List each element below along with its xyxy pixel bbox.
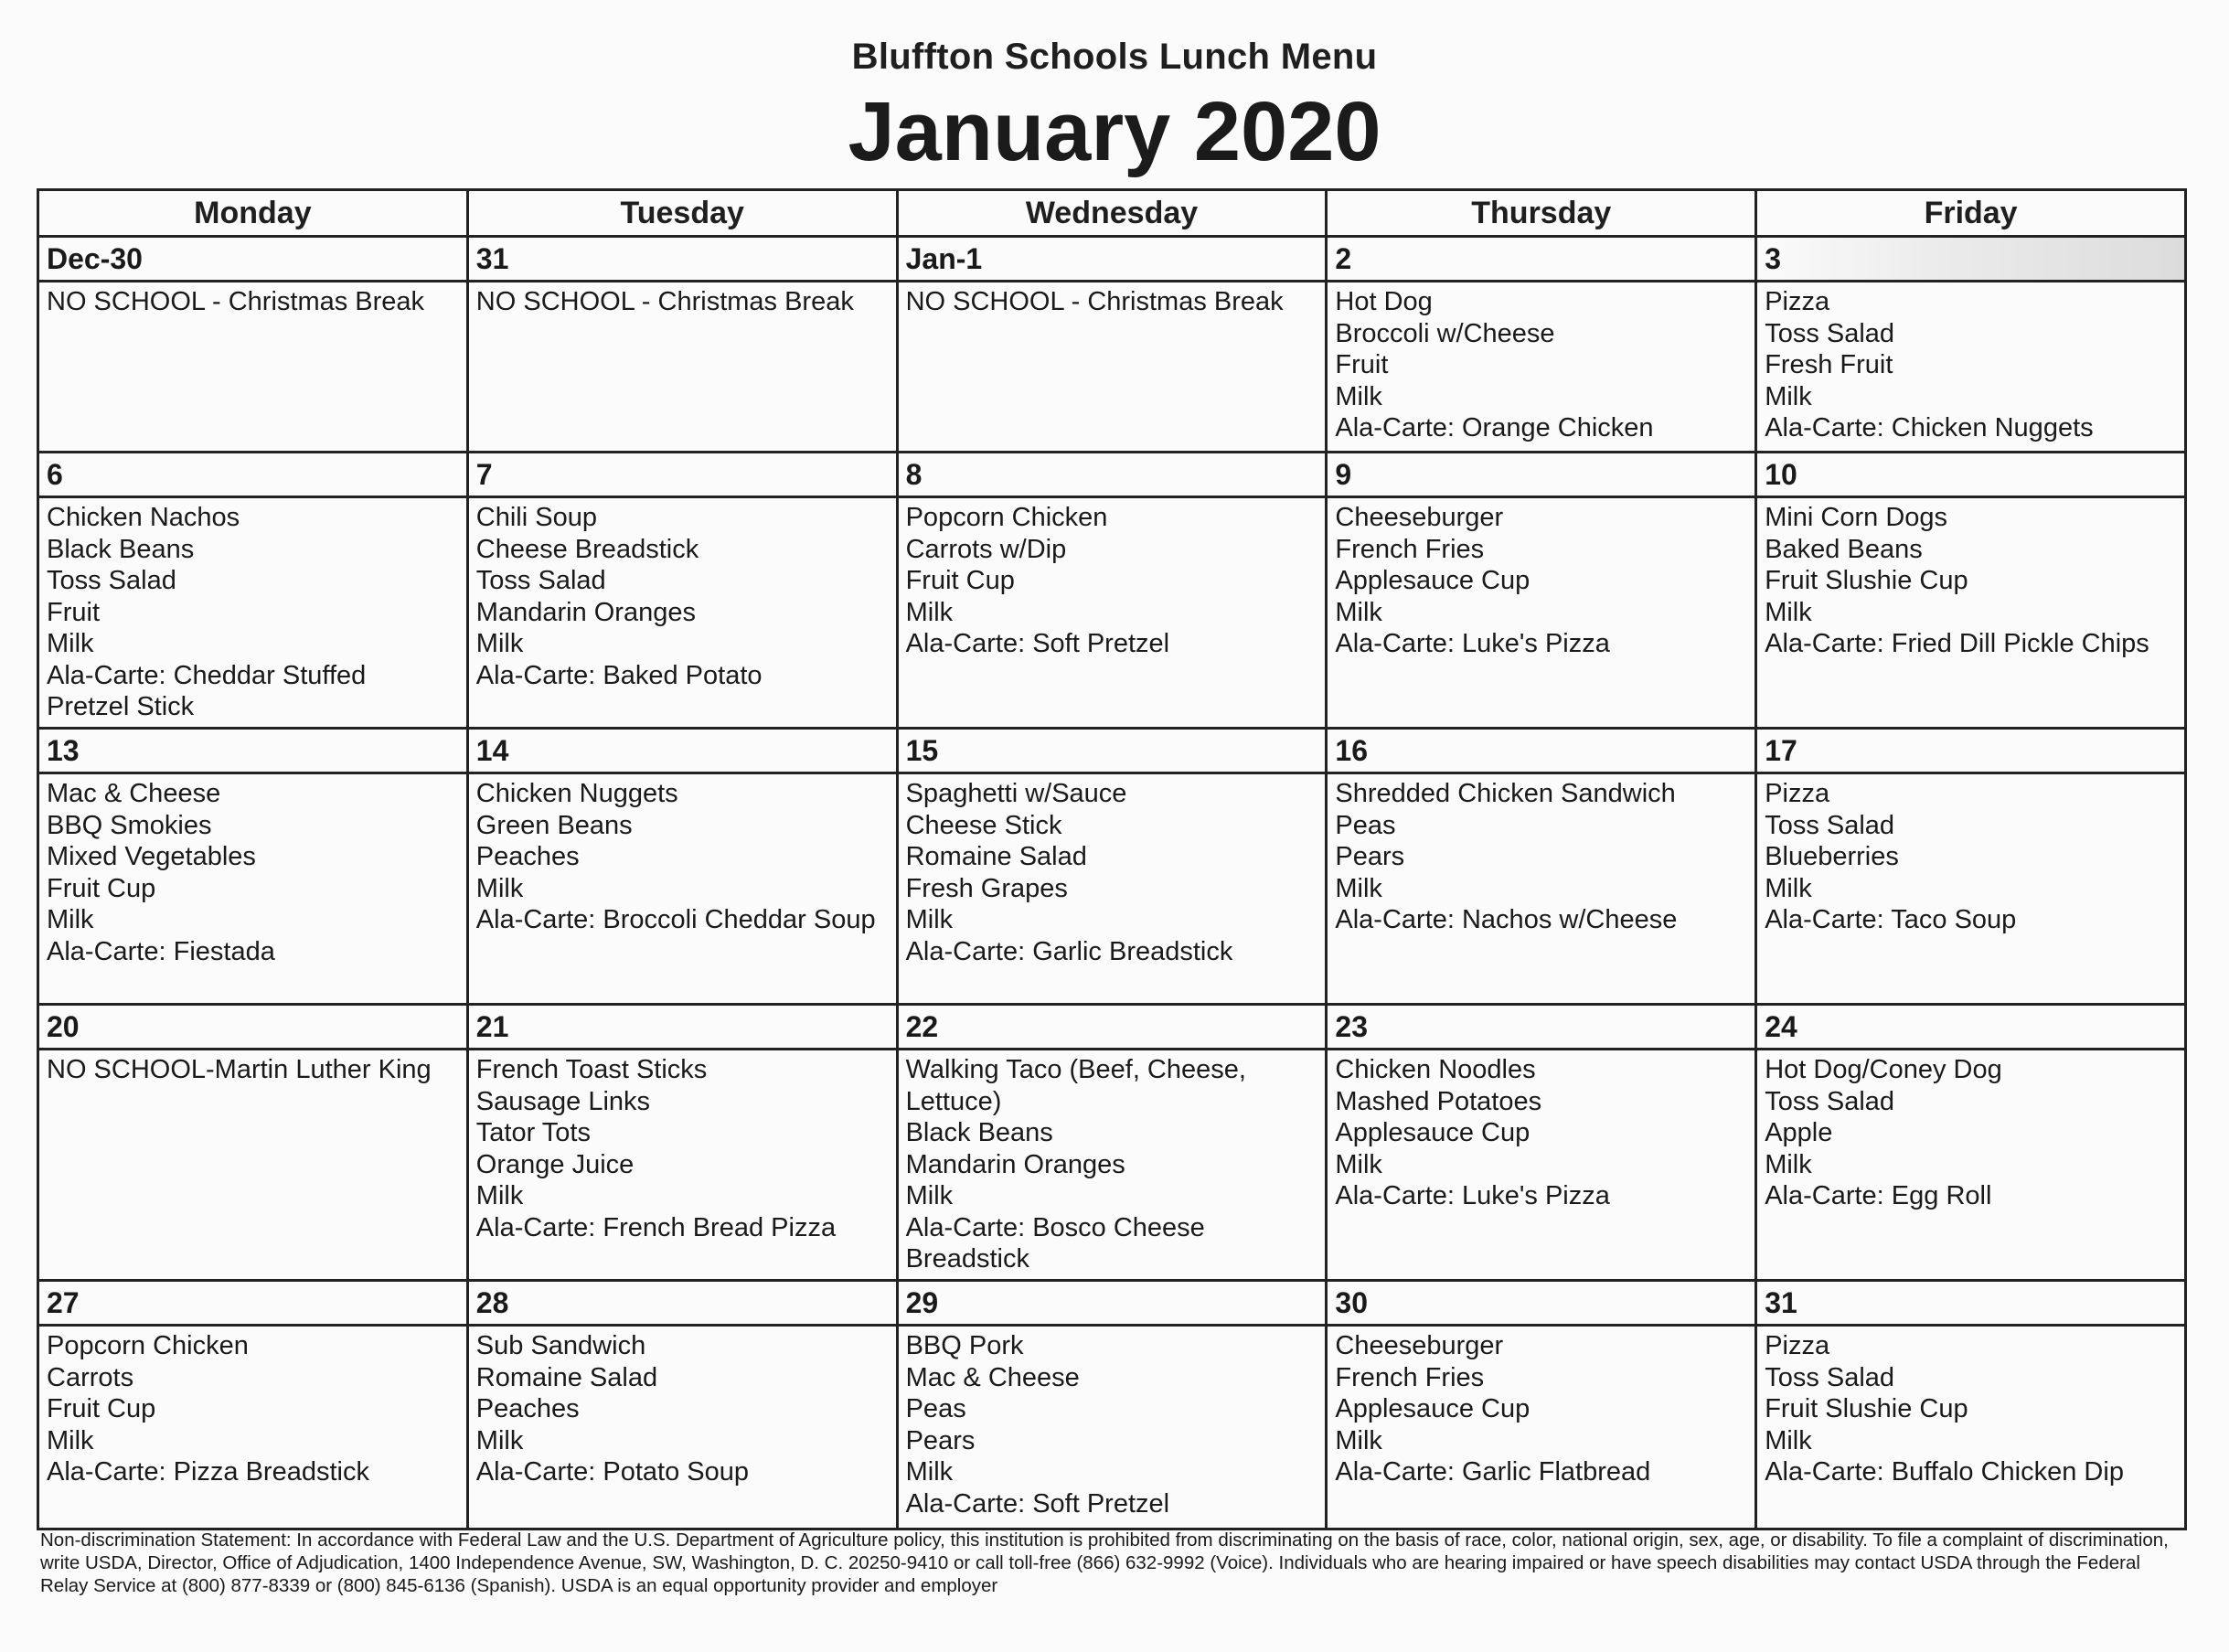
date-row bbox=[38, 1005, 2186, 1050]
menu-item: Milk bbox=[1335, 381, 1382, 411]
menu-item: Fruit bbox=[47, 597, 100, 627]
menu-item: NO SCHOOL - Christmas Break bbox=[47, 287, 425, 316]
non-discrimination-statement: Non-discrimination Statement: In accordance with Federal Law and the U.S. Department of Agriculture policy, this institution is prohibited from discriminating on the basis of race, color, national origin, sex, age, or disability. To file a complaint of discrimination, write USDA, Director, Office of Adjudication, 1400 Independence Avenue, SW, Washington, D. C. 20250-9410 or call toll-free (866) 632-9992 (Voice). Individuals who are hearing impaired or have speech disabilities may contact USDA through the Federal Relay Service at (800) 877-8339 or (800) 845-6136 (Spanish). USDA is an equal opportunity provider and employer bbox=[40, 1529, 2169, 1596]
menu-cell bbox=[897, 1326, 1327, 1529]
lunch-calendar bbox=[37, 188, 2187, 1530]
date-label: Jan-1 bbox=[897, 237, 1327, 282]
menu-item: Applesauce Cup bbox=[1335, 566, 1530, 595]
weekday-header: Tuesday bbox=[467, 190, 897, 237]
menu-item: Peaches bbox=[475, 1394, 580, 1423]
menu-item: Mashed Potatoes bbox=[1335, 1086, 1542, 1116]
menu-item: Toss Salad bbox=[475, 566, 606, 595]
menu-item: Ala-Carte: Pizza Breadstick bbox=[47, 1457, 369, 1487]
date-label: 20 bbox=[38, 1005, 468, 1050]
school-title: Bluffton Schools Lunch Menu bbox=[851, 37, 1378, 77]
menu-item: Walking Taco (Beef, Cheese, bbox=[905, 1055, 1246, 1084]
menu-cell bbox=[1756, 1050, 2186, 1281]
menu-item: Tator Tots bbox=[475, 1118, 591, 1147]
menu-item: Romaine Salad bbox=[475, 1362, 658, 1392]
date-label: 15 bbox=[897, 729, 1327, 773]
menu-item: Milk bbox=[905, 1181, 954, 1210]
menu-item: Ala-Carte: Bosco Cheese bbox=[905, 1212, 1205, 1242]
menu-cell bbox=[467, 282, 897, 453]
menu-item: Milk bbox=[475, 1181, 524, 1210]
menu-item: Pizza bbox=[1765, 1331, 1830, 1360]
date-label: 29 bbox=[897, 1281, 1327, 1326]
menu-item: Shredded Chicken Sandwich bbox=[1335, 779, 1676, 808]
menu-item: Ala-Carte: Broccoli Cheddar Soup bbox=[475, 905, 876, 934]
menu-item: Ala-Carte: Nachos w/Cheese bbox=[1335, 905, 1678, 934]
date-label: 31 bbox=[1756, 1281, 2186, 1326]
menu-item: Toss Salad bbox=[1765, 1362, 1895, 1392]
menu-item: Chicken Nachos bbox=[47, 503, 240, 532]
date-label: 13 bbox=[38, 729, 468, 773]
date-label: 3 bbox=[1756, 237, 2186, 282]
menu-item: Black Beans bbox=[47, 534, 195, 564]
menu-cell bbox=[467, 497, 897, 729]
menu-row bbox=[38, 1050, 2186, 1281]
menu-item: Toss Salad bbox=[1765, 810, 1895, 840]
menu-item: Apple bbox=[1765, 1118, 1833, 1147]
menu-item: Lettuce) bbox=[905, 1086, 1002, 1116]
menu-item: Chicken Noodles bbox=[1335, 1055, 1536, 1084]
menu-item: BBQ Smokies bbox=[47, 810, 212, 840]
menu-item: Breadstick bbox=[905, 1244, 1029, 1274]
date-row bbox=[38, 453, 2186, 497]
menu-cell bbox=[897, 1050, 1327, 1281]
menu-item: Pears bbox=[905, 1425, 976, 1455]
date-label: 28 bbox=[467, 1281, 897, 1326]
date-label: 27 bbox=[38, 1281, 468, 1326]
menu-item: Fruit bbox=[1335, 350, 1389, 379]
menu-cell bbox=[1756, 773, 2186, 1005]
menu-item: Milk bbox=[905, 1457, 954, 1487]
menu-item: Fresh Grapes bbox=[905, 873, 1068, 903]
menu-cell bbox=[1327, 773, 1756, 1005]
menu-item: Peas bbox=[905, 1394, 966, 1423]
date-label: 14 bbox=[467, 729, 897, 773]
date-label: 30 bbox=[1327, 1281, 1756, 1326]
menu-item: Fruit Slushie Cup bbox=[1765, 566, 1968, 595]
date-label: 23 bbox=[1327, 1005, 1756, 1050]
menu-item: Popcorn Chicken bbox=[47, 1331, 249, 1360]
menu-item: French Fries bbox=[1335, 1362, 1485, 1392]
menu-item: NO SCHOOL - Christmas Break bbox=[475, 287, 854, 316]
menu-item: Ala-Carte: Luke's Pizza bbox=[1335, 629, 1610, 658]
menu-item: Fruit Cup bbox=[47, 1394, 156, 1423]
menu-item: Milk bbox=[905, 905, 954, 934]
menu-item: Pears bbox=[1335, 842, 1405, 871]
menu-item: Applesauce Cup bbox=[1335, 1118, 1530, 1147]
menu-item: Milk bbox=[47, 629, 94, 658]
menu-item: Mac & Cheese bbox=[905, 1362, 1080, 1392]
menu-item: Baked Beans bbox=[1765, 534, 1923, 564]
menu-item: Carrots w/Dip bbox=[905, 534, 1067, 564]
menu-item: Cheeseburger bbox=[1335, 1331, 1504, 1360]
menu-cell bbox=[1756, 497, 2186, 729]
menu-cell bbox=[467, 773, 897, 1005]
menu-item: French Fries bbox=[1335, 534, 1485, 564]
date-label: 2 bbox=[1327, 237, 1756, 282]
menu-item: Sausage Links bbox=[475, 1086, 651, 1116]
menu-item: French Toast Sticks bbox=[475, 1055, 708, 1084]
menu-item: Ala-Carte: Egg Roll bbox=[1765, 1181, 1992, 1210]
menu-item: Peas bbox=[1335, 810, 1396, 840]
menu-item: Ala-Carte: Soft Pretzel bbox=[905, 629, 1170, 658]
menu-item: Fruit Cup bbox=[47, 873, 156, 903]
date-label: 7 bbox=[467, 453, 897, 497]
menu-cell bbox=[1327, 282, 1756, 453]
menu-item: Ala-Carte: French Bread Pizza bbox=[475, 1212, 837, 1242]
menu-item: Milk bbox=[47, 1425, 94, 1455]
calendar-body bbox=[38, 237, 2186, 1529]
menu-cell bbox=[38, 1326, 468, 1529]
menu-item: Mini Corn Dogs bbox=[1765, 503, 1948, 532]
menu-item: Cheese Stick bbox=[905, 810, 1062, 840]
menu-item: Pizza bbox=[1765, 287, 1830, 316]
menu-item: Ala-Carte: Garlic Breadstick bbox=[905, 936, 1233, 966]
menu-item: Mandarin Oranges bbox=[475, 597, 696, 627]
menu-cell bbox=[897, 773, 1327, 1005]
menu-item: Milk bbox=[1335, 873, 1382, 903]
menu-item: Applesauce Cup bbox=[1335, 1394, 1530, 1423]
menu-cell bbox=[38, 282, 468, 453]
weekday-header: Wednesday bbox=[897, 190, 1327, 237]
menu-item: Fruit Slushie Cup bbox=[1765, 1394, 1968, 1423]
menu-item: Ala-Carte: Taco Soup bbox=[1765, 905, 2017, 934]
menu-cell bbox=[467, 1326, 897, 1529]
menu-item: Ala-Carte: Soft Pretzel bbox=[905, 1488, 1170, 1519]
date-label: 21 bbox=[467, 1005, 897, 1050]
date-row bbox=[38, 237, 2186, 282]
menu-item: Ala-Carte: Cheddar Stuffed bbox=[47, 660, 367, 690]
menu-item: Milk bbox=[47, 905, 94, 934]
menu-item: NO SCHOOL - Christmas Break bbox=[905, 287, 1284, 316]
date-label: 22 bbox=[897, 1005, 1327, 1050]
menu-item: Ala-Carte: Chicken Nuggets bbox=[1765, 413, 2094, 442]
menu-cell bbox=[1327, 1326, 1756, 1529]
menu-item: Popcorn Chicken bbox=[905, 503, 1108, 532]
menu-item: BBQ Pork bbox=[905, 1331, 1024, 1360]
menu-item: Peaches bbox=[475, 842, 580, 871]
menu-item: Green Beans bbox=[475, 810, 633, 840]
menu-item: Chicken Nuggets bbox=[475, 779, 678, 808]
menu-item: Cheese Breadstick bbox=[475, 534, 699, 564]
date-label: 8 bbox=[897, 453, 1327, 497]
menu-item: Milk bbox=[905, 597, 954, 627]
menu-item: Milk bbox=[1335, 1149, 1382, 1179]
menu-row bbox=[38, 282, 2186, 453]
menu-item: Milk bbox=[475, 873, 524, 903]
menu-item: Romaine Salad bbox=[905, 842, 1087, 871]
menu-row bbox=[38, 773, 2186, 1005]
date-label: 6 bbox=[38, 453, 468, 497]
date-label: 17 bbox=[1756, 729, 2186, 773]
menu-item: Mac & Cheese bbox=[47, 779, 221, 808]
menu-item: Milk bbox=[1335, 1425, 1382, 1455]
menu-item: Pizza bbox=[1765, 779, 1830, 808]
menu-item: NO SCHOOL-Martin Luther King bbox=[47, 1055, 432, 1084]
menu-item: Milk bbox=[1765, 1425, 1812, 1455]
menu-item: Milk bbox=[1765, 381, 1812, 411]
weekday-header-row bbox=[38, 190, 2186, 237]
menu-item: Cheeseburger bbox=[1335, 503, 1504, 532]
menu-item: Broccoli w/Cheese bbox=[1335, 318, 1555, 348]
menu-item: Ala-Carte: Fried Dill Pickle Chips bbox=[1765, 629, 2149, 658]
date-label: 31 bbox=[467, 237, 897, 282]
menu-item: Ala-Carte: Luke's Pizza bbox=[1335, 1181, 1610, 1210]
menu-cell bbox=[38, 773, 468, 1005]
menu-item: Toss Salad bbox=[1765, 1086, 1895, 1116]
date-label: 24 bbox=[1756, 1005, 2186, 1050]
date-label: 10 bbox=[1756, 453, 2186, 497]
date-row bbox=[38, 1281, 2186, 1326]
menu-item: Carrots bbox=[47, 1362, 134, 1392]
menu-item: Mandarin Oranges bbox=[905, 1149, 1125, 1179]
menu-item: Ala-Carte: Fiestada bbox=[47, 936, 275, 966]
menu-item: Toss Salad bbox=[47, 566, 176, 595]
menu-item: Milk bbox=[475, 1425, 524, 1455]
weekday-header: Monday bbox=[38, 190, 468, 237]
menu-item: Hot Dog bbox=[1335, 287, 1433, 316]
menu-cell bbox=[897, 282, 1327, 453]
date-label: Dec-30 bbox=[38, 237, 468, 282]
date-row bbox=[38, 729, 2186, 773]
menu-item: Hot Dog/Coney Dog bbox=[1765, 1055, 2002, 1084]
menu-cell bbox=[38, 1050, 468, 1281]
menu-cell bbox=[38, 497, 468, 729]
menu-item: Milk bbox=[1335, 597, 1382, 627]
menu-cell bbox=[897, 497, 1327, 729]
menu-cell bbox=[1756, 282, 2186, 453]
weekday-header: Thursday bbox=[1327, 190, 1756, 237]
menu-item: Milk bbox=[1765, 1149, 1812, 1179]
menu-item: Orange Juice bbox=[475, 1149, 635, 1179]
menu-cell bbox=[1327, 497, 1756, 729]
weekday-header: Friday bbox=[1756, 190, 2186, 237]
menu-item: Spaghetti w/Sauce bbox=[905, 779, 1127, 808]
date-label: 9 bbox=[1327, 453, 1756, 497]
menu-row bbox=[38, 497, 2186, 729]
menu-item: Milk bbox=[1765, 597, 1812, 627]
menu-cell bbox=[1327, 1050, 1756, 1281]
menu-item: Fresh Fruit bbox=[1765, 350, 1893, 379]
date-label: 16 bbox=[1327, 729, 1756, 773]
menu-item: Blueberries bbox=[1765, 842, 1899, 871]
menu-item: Black Beans bbox=[905, 1118, 1053, 1147]
menu-item: Fruit Cup bbox=[905, 566, 1015, 595]
menu-item: Sub Sandwich bbox=[475, 1331, 646, 1360]
menu-row bbox=[38, 1326, 2186, 1529]
menu-item: Ala-Carte: Buffalo Chicken Dip bbox=[1765, 1457, 2124, 1487]
menu-item: Milk bbox=[475, 629, 524, 658]
menu-item: Toss Salad bbox=[1765, 318, 1895, 348]
menu-item: Milk bbox=[1765, 873, 1812, 903]
menu-item: Ala-Carte: Orange Chicken bbox=[1335, 413, 1654, 442]
month-title: January 2020 bbox=[848, 85, 1381, 178]
menu-cell bbox=[1756, 1326, 2186, 1529]
menu-cell bbox=[467, 1050, 897, 1281]
menu-item: Pretzel Stick bbox=[47, 692, 195, 721]
menu-item: Mixed Vegetables bbox=[47, 842, 256, 871]
menu-item: Ala-Carte: Potato Soup bbox=[475, 1457, 750, 1487]
menu-item: Ala-Carte: Baked Potato bbox=[475, 660, 763, 690]
menu-item: Chili Soup bbox=[475, 503, 597, 532]
menu-item: Ala-Carte: Garlic Flatbread bbox=[1335, 1457, 1651, 1487]
